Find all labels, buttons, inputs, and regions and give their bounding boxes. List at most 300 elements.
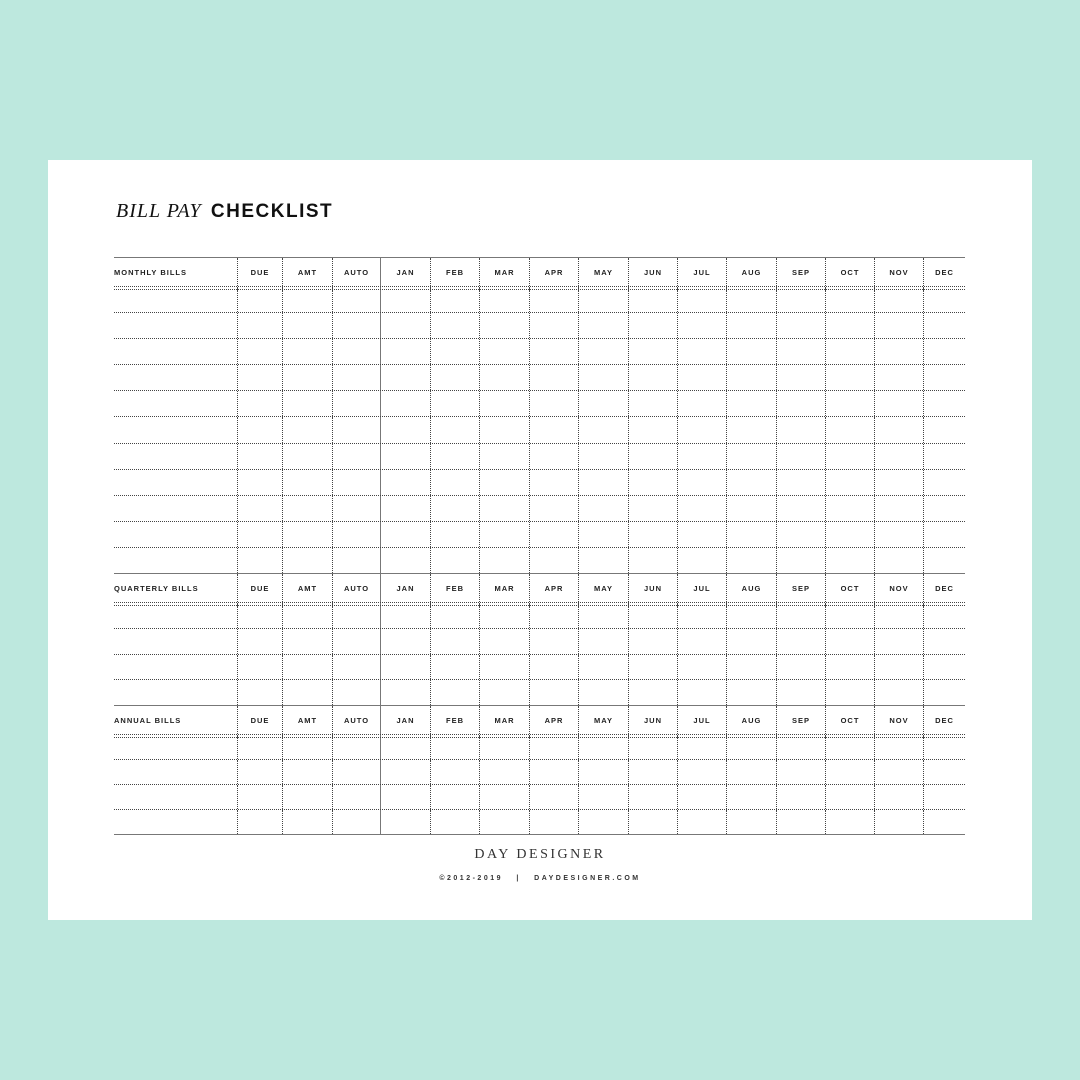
entry-cell[interactable] (431, 470, 480, 495)
entry-cell[interactable] (333, 680, 381, 705)
entry-cell[interactable] (826, 522, 875, 547)
entry-cell[interactable] (283, 290, 333, 312)
entry-cell[interactable] (283, 810, 333, 834)
entry-cell[interactable] (283, 417, 333, 442)
bill-name-cell[interactable] (114, 470, 238, 495)
entry-cell[interactable] (924, 548, 965, 573)
entry-cell[interactable] (678, 655, 727, 680)
entry-cell[interactable] (727, 290, 777, 312)
entry-cell[interactable] (678, 313, 727, 338)
entry-cell[interactable] (579, 680, 629, 705)
entry-cell[interactable] (579, 655, 629, 680)
entry-cell[interactable] (579, 522, 629, 547)
entry-cell[interactable] (381, 629, 431, 654)
entry-cell[interactable] (333, 365, 381, 390)
entry-cell[interactable] (629, 290, 678, 312)
entry-cell[interactable] (530, 444, 579, 469)
entry-cell[interactable] (875, 606, 924, 628)
entry-cell[interactable] (480, 444, 530, 469)
entry-cell[interactable] (727, 522, 777, 547)
entry-cell[interactable] (826, 810, 875, 834)
entry-cell[interactable] (381, 365, 431, 390)
entry-cell[interactable] (283, 313, 333, 338)
entry-cell[interactable] (333, 548, 381, 573)
entry-cell[interactable] (777, 680, 826, 705)
bill-name-cell[interactable] (114, 680, 238, 705)
entry-cell[interactable] (678, 629, 727, 654)
entry-cell[interactable] (924, 680, 965, 705)
entry-cell[interactable] (924, 391, 965, 416)
entry-cell[interactable] (826, 365, 875, 390)
entry-cell[interactable] (727, 629, 777, 654)
entry-cell[interactable] (431, 810, 480, 834)
entry-cell[interactable] (826, 785, 875, 809)
entry-cell[interactable] (678, 785, 727, 809)
entry-cell[interactable] (629, 365, 678, 390)
entry-cell[interactable] (629, 629, 678, 654)
entry-cell[interactable] (875, 785, 924, 809)
entry-cell[interactable] (283, 655, 333, 680)
entry-cell[interactable] (238, 391, 283, 416)
entry-cell[interactable] (727, 417, 777, 442)
entry-cell[interactable] (777, 496, 826, 521)
entry-cell[interactable] (381, 522, 431, 547)
entry-cell[interactable] (579, 738, 629, 759)
entry-cell[interactable] (629, 680, 678, 705)
entry-cell[interactable] (777, 313, 826, 338)
entry-cell[interactable] (629, 760, 678, 784)
entry-cell[interactable] (238, 313, 283, 338)
entry-cell[interactable] (238, 548, 283, 573)
entry-cell[interactable] (875, 290, 924, 312)
entry-cell[interactable] (238, 365, 283, 390)
entry-cell[interactable] (381, 496, 431, 521)
entry-cell[interactable] (579, 365, 629, 390)
entry-cell[interactable] (678, 496, 727, 521)
entry-cell[interactable] (283, 606, 333, 628)
entry-cell[interactable] (283, 738, 333, 759)
entry-cell[interactable] (238, 417, 283, 442)
entry-cell[interactable] (629, 339, 678, 364)
entry-cell[interactable] (381, 444, 431, 469)
entry-cell[interactable] (480, 522, 530, 547)
entry-cell[interactable] (777, 785, 826, 809)
entry-cell[interactable] (875, 339, 924, 364)
entry-cell[interactable] (777, 760, 826, 784)
entry-cell[interactable] (924, 655, 965, 680)
entry-cell[interactable] (924, 522, 965, 547)
entry-cell[interactable] (333, 391, 381, 416)
entry-cell[interactable] (381, 313, 431, 338)
entry-cell[interactable] (727, 606, 777, 628)
entry-cell[interactable] (238, 680, 283, 705)
entry-cell[interactable] (924, 738, 965, 759)
entry-cell[interactable] (530, 290, 579, 312)
entry-cell[interactable] (333, 655, 381, 680)
entry-cell[interactable] (678, 738, 727, 759)
entry-cell[interactable] (678, 365, 727, 390)
entry-cell[interactable] (579, 606, 629, 628)
entry-cell[interactable] (777, 444, 826, 469)
entry-cell[interactable] (579, 785, 629, 809)
entry-cell[interactable] (826, 760, 875, 784)
bill-name-cell[interactable] (114, 606, 238, 628)
entry-cell[interactable] (875, 417, 924, 442)
bill-name-cell[interactable] (114, 655, 238, 680)
entry-cell[interactable] (333, 760, 381, 784)
entry-cell[interactable] (579, 339, 629, 364)
entry-cell[interactable] (431, 313, 480, 338)
entry-cell[interactable] (678, 339, 727, 364)
entry-cell[interactable] (238, 522, 283, 547)
entry-cell[interactable] (826, 290, 875, 312)
entry-cell[interactable] (875, 810, 924, 834)
entry-cell[interactable] (333, 606, 381, 628)
entry-cell[interactable] (678, 470, 727, 495)
entry-cell[interactable] (480, 391, 530, 416)
entry-cell[interactable] (530, 785, 579, 809)
entry-cell[interactable] (381, 417, 431, 442)
bill-name-cell[interactable] (114, 522, 238, 547)
bill-name-cell[interactable] (114, 391, 238, 416)
entry-cell[interactable] (333, 785, 381, 809)
entry-cell[interactable] (283, 496, 333, 521)
entry-cell[interactable] (431, 391, 480, 416)
entry-cell[interactable] (875, 655, 924, 680)
entry-cell[interactable] (238, 810, 283, 834)
entry-cell[interactable] (579, 810, 629, 834)
entry-cell[interactable] (283, 339, 333, 364)
entry-cell[interactable] (777, 391, 826, 416)
entry-cell[interactable] (826, 548, 875, 573)
entry-cell[interactable] (238, 655, 283, 680)
entry-cell[interactable] (777, 606, 826, 628)
entry-cell[interactable] (381, 339, 431, 364)
entry-cell[interactable] (381, 810, 431, 834)
entry-cell[interactable] (283, 680, 333, 705)
entry-cell[interactable] (826, 391, 875, 416)
entry-cell[interactable] (629, 738, 678, 759)
entry-cell[interactable] (826, 629, 875, 654)
entry-cell[interactable] (333, 522, 381, 547)
entry-cell[interactable] (875, 629, 924, 654)
entry-cell[interactable] (480, 760, 530, 784)
entry-cell[interactable] (431, 290, 480, 312)
bill-name-cell[interactable] (114, 496, 238, 521)
entry-cell[interactable] (629, 548, 678, 573)
entry-cell[interactable] (333, 313, 381, 338)
entry-cell[interactable] (283, 391, 333, 416)
entry-cell[interactable] (727, 785, 777, 809)
entry-cell[interactable] (238, 444, 283, 469)
entry-cell[interactable] (678, 760, 727, 784)
entry-cell[interactable] (727, 470, 777, 495)
entry-cell[interactable] (579, 496, 629, 521)
entry-cell[interactable] (431, 365, 480, 390)
entry-cell[interactable] (480, 810, 530, 834)
entry-cell[interactable] (727, 339, 777, 364)
entry-cell[interactable] (238, 606, 283, 628)
entry-cell[interactable] (579, 290, 629, 312)
entry-cell[interactable] (727, 680, 777, 705)
entry-cell[interactable] (333, 290, 381, 312)
entry-cell[interactable] (924, 365, 965, 390)
entry-cell[interactable] (480, 496, 530, 521)
entry-cell[interactable] (480, 655, 530, 680)
entry-cell[interactable] (777, 417, 826, 442)
entry-cell[interactable] (530, 391, 579, 416)
bill-name-cell[interactable] (114, 548, 238, 573)
entry-cell[interactable] (629, 391, 678, 416)
entry-cell[interactable] (727, 548, 777, 573)
entry-cell[interactable] (431, 760, 480, 784)
entry-cell[interactable] (629, 470, 678, 495)
entry-cell[interactable] (283, 760, 333, 784)
bill-name-cell[interactable] (114, 810, 238, 834)
entry-cell[interactable] (579, 629, 629, 654)
entry-cell[interactable] (381, 785, 431, 809)
entry-cell[interactable] (875, 522, 924, 547)
entry-cell[interactable] (480, 548, 530, 573)
entry-cell[interactable] (924, 290, 965, 312)
entry-cell[interactable] (777, 470, 826, 495)
entry-cell[interactable] (875, 391, 924, 416)
entry-cell[interactable] (530, 365, 579, 390)
entry-cell[interactable] (381, 760, 431, 784)
entry-cell[interactable] (530, 496, 579, 521)
entry-cell[interactable] (431, 738, 480, 759)
entry-cell[interactable] (238, 339, 283, 364)
entry-cell[interactable] (629, 522, 678, 547)
entry-cell[interactable] (727, 313, 777, 338)
entry-cell[interactable] (431, 629, 480, 654)
entry-cell[interactable] (727, 760, 777, 784)
entry-cell[interactable] (826, 655, 875, 680)
entry-cell[interactable] (530, 339, 579, 364)
entry-cell[interactable] (826, 738, 875, 759)
entry-cell[interactable] (924, 810, 965, 834)
entry-cell[interactable] (678, 606, 727, 628)
entry-cell[interactable] (480, 606, 530, 628)
entry-cell[interactable] (381, 290, 431, 312)
entry-cell[interactable] (678, 290, 727, 312)
entry-cell[interactable] (875, 738, 924, 759)
bill-name-cell[interactable] (114, 313, 238, 338)
entry-cell[interactable] (480, 313, 530, 338)
entry-cell[interactable] (381, 738, 431, 759)
entry-cell[interactable] (678, 810, 727, 834)
entry-cell[interactable] (826, 313, 875, 338)
entry-cell[interactable] (875, 365, 924, 390)
entry-cell[interactable] (530, 629, 579, 654)
entry-cell[interactable] (579, 470, 629, 495)
entry-cell[interactable] (924, 606, 965, 628)
entry-cell[interactable] (530, 313, 579, 338)
entry-cell[interactable] (381, 680, 431, 705)
entry-cell[interactable] (283, 785, 333, 809)
entry-cell[interactable] (480, 785, 530, 809)
entry-cell[interactable] (875, 313, 924, 338)
entry-cell[interactable] (629, 785, 678, 809)
entry-cell[interactable] (727, 365, 777, 390)
entry-cell[interactable] (875, 680, 924, 705)
entry-cell[interactable] (579, 444, 629, 469)
entry-cell[interactable] (333, 496, 381, 521)
entry-cell[interactable] (826, 470, 875, 495)
entry-cell[interactable] (777, 655, 826, 680)
entry-cell[interactable] (678, 548, 727, 573)
entry-cell[interactable] (777, 522, 826, 547)
entry-cell[interactable] (777, 548, 826, 573)
entry-cell[interactable] (924, 339, 965, 364)
entry-cell[interactable] (238, 738, 283, 759)
bill-name-cell[interactable] (114, 365, 238, 390)
entry-cell[interactable] (678, 391, 727, 416)
entry-cell[interactable] (480, 290, 530, 312)
entry-cell[interactable] (431, 548, 480, 573)
entry-cell[interactable] (777, 290, 826, 312)
entry-cell[interactable] (678, 522, 727, 547)
entry-cell[interactable] (678, 417, 727, 442)
entry-cell[interactable] (530, 760, 579, 784)
entry-cell[interactable] (629, 655, 678, 680)
entry-cell[interactable] (480, 470, 530, 495)
entry-cell[interactable] (727, 738, 777, 759)
entry-cell[interactable] (629, 606, 678, 628)
entry-cell[interactable] (333, 444, 381, 469)
entry-cell[interactable] (678, 444, 727, 469)
entry-cell[interactable] (283, 444, 333, 469)
entry-cell[interactable] (924, 417, 965, 442)
entry-cell[interactable] (579, 548, 629, 573)
entry-cell[interactable] (431, 785, 480, 809)
entry-cell[interactable] (431, 522, 480, 547)
bill-name-cell[interactable] (114, 444, 238, 469)
entry-cell[interactable] (629, 810, 678, 834)
entry-cell[interactable] (924, 785, 965, 809)
entry-cell[interactable] (431, 496, 480, 521)
bill-name-cell[interactable] (114, 290, 238, 312)
entry-cell[interactable] (530, 606, 579, 628)
entry-cell[interactable] (238, 496, 283, 521)
entry-cell[interactable] (875, 444, 924, 469)
entry-cell[interactable] (629, 313, 678, 338)
entry-cell[interactable] (431, 655, 480, 680)
entry-cell[interactable] (238, 785, 283, 809)
entry-cell[interactable] (826, 680, 875, 705)
entry-cell[interactable] (629, 496, 678, 521)
entry-cell[interactable] (826, 444, 875, 469)
entry-cell[interactable] (777, 339, 826, 364)
entry-cell[interactable] (333, 810, 381, 834)
entry-cell[interactable] (238, 290, 283, 312)
entry-cell[interactable] (826, 606, 875, 628)
entry-cell[interactable] (381, 470, 431, 495)
bill-name-cell[interactable] (114, 417, 238, 442)
entry-cell[interactable] (629, 417, 678, 442)
entry-cell[interactable] (238, 629, 283, 654)
entry-cell[interactable] (579, 313, 629, 338)
entry-cell[interactable] (333, 738, 381, 759)
entry-cell[interactable] (875, 548, 924, 573)
entry-cell[interactable] (924, 470, 965, 495)
entry-cell[interactable] (727, 444, 777, 469)
entry-cell[interactable] (333, 339, 381, 364)
entry-cell[interactable] (826, 417, 875, 442)
entry-cell[interactable] (875, 496, 924, 521)
entry-cell[interactable] (629, 444, 678, 469)
entry-cell[interactable] (875, 470, 924, 495)
bill-name-cell[interactable] (114, 738, 238, 759)
entry-cell[interactable] (826, 496, 875, 521)
entry-cell[interactable] (283, 548, 333, 573)
entry-cell[interactable] (333, 629, 381, 654)
entry-cell[interactable] (381, 606, 431, 628)
entry-cell[interactable] (333, 417, 381, 442)
entry-cell[interactable] (480, 680, 530, 705)
entry-cell[interactable] (238, 760, 283, 784)
entry-cell[interactable] (530, 680, 579, 705)
entry-cell[interactable] (579, 417, 629, 442)
entry-cell[interactable] (826, 339, 875, 364)
entry-cell[interactable] (579, 391, 629, 416)
entry-cell[interactable] (431, 444, 480, 469)
entry-cell[interactable] (333, 470, 381, 495)
entry-cell[interactable] (530, 417, 579, 442)
entry-cell[interactable] (480, 738, 530, 759)
entry-cell[interactable] (530, 470, 579, 495)
bill-name-cell[interactable] (114, 785, 238, 809)
entry-cell[interactable] (283, 629, 333, 654)
entry-cell[interactable] (530, 522, 579, 547)
entry-cell[interactable] (530, 655, 579, 680)
entry-cell[interactable] (283, 470, 333, 495)
entry-cell[interactable] (283, 522, 333, 547)
entry-cell[interactable] (431, 339, 480, 364)
entry-cell[interactable] (875, 760, 924, 784)
entry-cell[interactable] (924, 629, 965, 654)
entry-cell[interactable] (727, 655, 777, 680)
entry-cell[interactable] (777, 629, 826, 654)
entry-cell[interactable] (530, 548, 579, 573)
entry-cell[interactable] (924, 444, 965, 469)
entry-cell[interactable] (381, 548, 431, 573)
entry-cell[interactable] (678, 680, 727, 705)
entry-cell[interactable] (727, 496, 777, 521)
entry-cell[interactable] (431, 680, 480, 705)
entry-cell[interactable] (480, 629, 530, 654)
entry-cell[interactable] (480, 339, 530, 364)
entry-cell[interactable] (381, 655, 431, 680)
entry-cell[interactable] (530, 738, 579, 759)
entry-cell[interactable] (777, 810, 826, 834)
entry-cell[interactable] (431, 417, 480, 442)
entry-cell[interactable] (579, 760, 629, 784)
entry-cell[interactable] (480, 417, 530, 442)
entry-cell[interactable] (480, 365, 530, 390)
entry-cell[interactable] (727, 391, 777, 416)
bill-name-cell[interactable] (114, 629, 238, 654)
entry-cell[interactable] (431, 606, 480, 628)
bill-name-cell[interactable] (114, 339, 238, 364)
bill-name-cell[interactable] (114, 760, 238, 784)
entry-cell[interactable] (727, 810, 777, 834)
entry-cell[interactable] (924, 760, 965, 784)
entry-cell[interactable] (530, 810, 579, 834)
entry-cell[interactable] (238, 470, 283, 495)
entry-cell[interactable] (381, 391, 431, 416)
entry-cell[interactable] (924, 496, 965, 521)
